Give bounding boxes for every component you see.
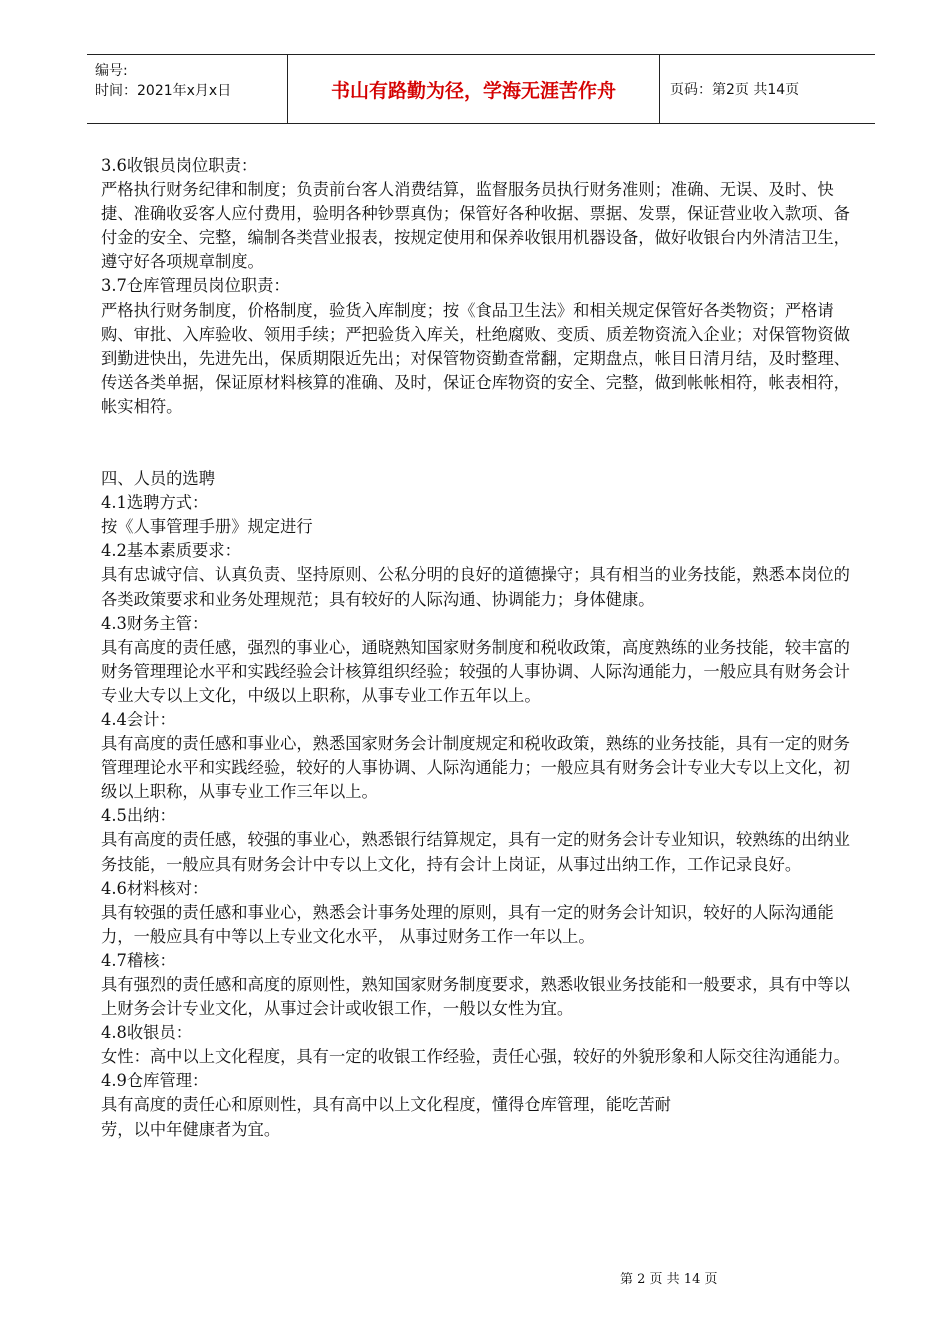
heading-4-7: 4.7稽核： [101, 950, 176, 970]
heading-3-7: 3.7仓库管理员岗位职责： [101, 276, 290, 296]
paragraph: 具有强烈的责任感和高度的原则性，熟知国家财务制度要求，熟悉收银业务技能和一般要求，具有中等以上财务会计专业文化，从事过会计或收银工作，一般以女性为宜。 [101, 975, 850, 1019]
heading-4-4: 4.4会计： [101, 709, 176, 729]
heading-4-2: 4.2基本素质要求： [101, 541, 241, 561]
header-meta [87, 55, 287, 123]
paragraph: 具有高度的责任感，强烈的事业心，通晓熟知国家财务制度和税收政策，高度熟练的业务技能，较丰富的财务管理理论水平和实践经验会计核算组织经验；较强的人事协调、人际沟通能力，一般应具有财务会计专业大专以上文化，中级以上职称，从事专业工作五年以上。 [101, 637, 850, 705]
heading-4-3: 4.3财务主管： [101, 613, 209, 633]
paragraph: 劳，以中年健康者为宜。 [101, 1119, 281, 1139]
paragraph: 具有较强的责任感和事业心，熟悉会计事务处理的原则，具有一定的财务会计知识，较好的人际沟通能力，一般应具有中等以上专业文化水平， 从事过财务工作一年以上。 [101, 902, 834, 946]
paragraph: 严格执行财务制度，价格制度，验货入库制度；按《食品卫生法》和相关规定保管好各类物资；严格请购、审批、入库验收、领用手续；严把验货入库关，杜绝腐败、变质、质差物资流入企业；对保管物资做到勤进快出，先进先出，保质期限近先出；对保管物资勤查常翻，定期盘点，帐目日清月结，及时整理、传送各类单据，保证原材料核算的准确、及时，保证仓库物资的安全、完整，做到帐帐相符，帐表相符，帐实相符。 [101, 300, 850, 416]
heading-4-1: 4.1选聘方式： [101, 493, 209, 513]
heading-4-6: 4.6材料核对： [101, 878, 209, 898]
page-footer: 第 2 页 共 14 页 [620, 1272, 718, 1287]
heading-4-8: 4.8收银员： [101, 1023, 193, 1043]
section-heading-4: 四、人员的选聘 [101, 469, 215, 489]
paragraph: 具有高度的责任心和原则性，具有高中以上文化程度，懂得仓库管理，能吃苦耐 [101, 1095, 671, 1115]
spacer [101, 419, 853, 467]
paragraph: 女性：高中以上文化程度，具有一定的收银工作经验，责任心强，较好的外貌形象和人际交往沟通能力。 [101, 1047, 850, 1067]
header-page-info: 页码：第2页 共14页 [670, 82, 800, 98]
heading-4-5: 4.5出纳： [101, 806, 176, 826]
paragraph: 按《人事管理手册》规定进行 [101, 517, 313, 537]
heading-4-9: 4.9仓库管理： [101, 1071, 209, 1091]
page-header [87, 54, 875, 124]
header-motto: 书山有路勤为径，学海无涯苦作舟 [287, 55, 660, 123]
paragraph: 严格执行财务纪律和制度；负责前台客人消费结算，监督服务员执行财务准则；准确、无误、及时、快捷、准确收妥客人应付费用，验明各种钞票真伪；保管好各种收据、票据、发票，保证营业收入款项、备付金的安全、完整，编制各类营业报表，按规定使用和保养收银用机器设备，做好收银台内外清洁卫生，遵守好各项规章制度。 [101, 180, 850, 272]
time-label: 时间：2021年x月x日 [95, 83, 232, 99]
document-body [101, 154, 853, 1142]
paragraph: 具有高度的责任感和事业心，熟悉国家财务会计制度规定和税收政策，熟练的业务技能，具有一定的财务管理理论水平和实践经验，较好的人事协调、人际沟通能力；一般应具有财务会计专业大专以上文化，初级以上职称，从事专业工作三年以上。 [101, 734, 850, 802]
heading-3-6: 3.6收银员岗位职责： [101, 156, 258, 175]
paragraph: 具有高度的责任感，较强的事业心，熟悉银行结算规定，具有一定的财务会计专业知识，较熟练的出纳业务技能，一般应具有财务会计中专以上文化，持有会计上岗证，从事过出纳工作，工作记录良好。 [101, 830, 850, 874]
number-label: 编号: [95, 63, 128, 79]
paragraph: 具有忠诚守信、认真负责、坚持原则、公私分明的良好的道德操守；具有相当的业务技能，熟悉本岗位的各类政策要求和业务处理规范；具有较好的人际沟通、协调能力；身体健康。 [101, 565, 850, 609]
